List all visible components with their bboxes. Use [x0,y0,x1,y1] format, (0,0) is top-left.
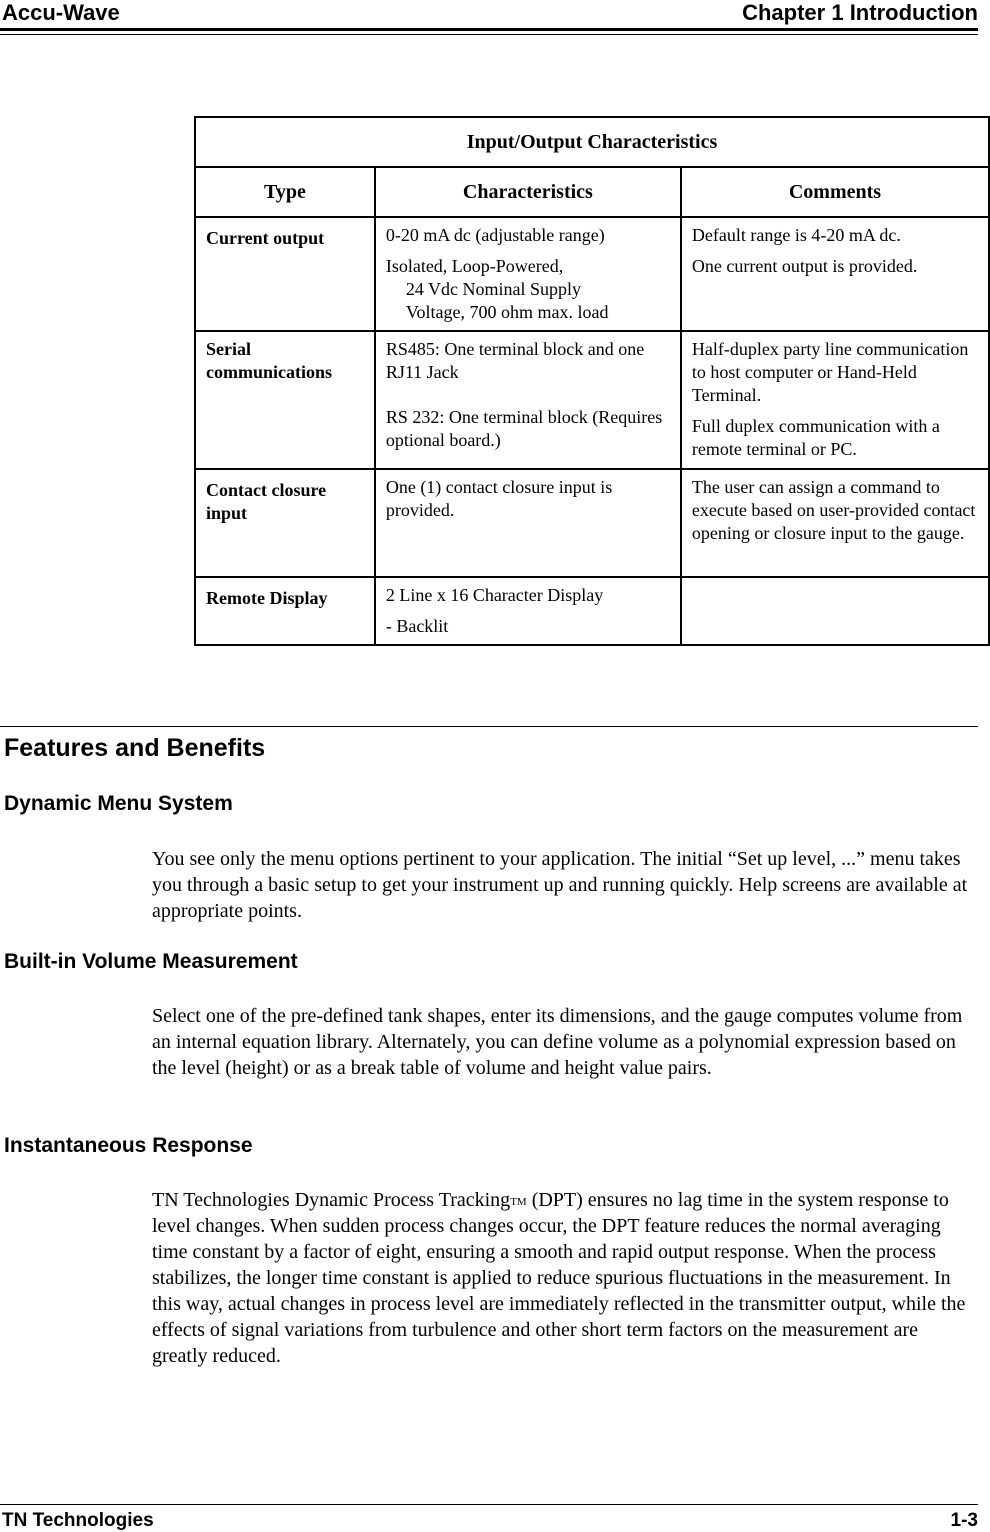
header-chapter: Chapter 1 Introduction [742,0,978,25]
cell-line: Isolated, Loop-Powered, [385,256,564,276]
row-type: Serial communications [195,331,375,469]
table-row [195,577,989,645]
subsection-text [152,1187,972,1369]
subsection-text: You see only the menu options pertinent to your application. The initial “Set up level, ...” menu takes you through a basic setup to get your instrument up and running quickly. Help screens are available at appropriate points. [152,848,968,922]
cell-line: Voltage, 700 ohm max. load [405,302,609,322]
page-number: 1-3 [950,1510,978,1531]
row-type: Remote Display [195,577,375,645]
row-type: Contact closure input [195,469,375,577]
table-row [195,217,989,331]
row-characteristics [375,577,681,645]
cell-line: One (1) contact closure input is provided. [385,477,613,520]
cell-line: 24 Vdc Nominal Supply [405,279,581,299]
footer-company: TN Technologies [2,1510,154,1531]
header-rule-thin [0,34,978,35]
section-rule [0,726,978,727]
row-comments-empty [681,577,989,645]
row-characteristics [375,331,681,469]
cell-line: 0-20 mA dc (adjustable range) [385,225,605,245]
row-type: Current output [195,217,375,331]
subsection-heading: Dynamic Menu System [4,792,233,815]
cell-line: RS 232: One terminal block (Requires optional board.) [385,407,663,450]
row-comments [681,331,989,469]
cell-line: Full duplex communication with a remote terminal or PC. [691,416,940,459]
subsection-heading: Instantaneous Response [4,1134,253,1157]
cell-line: Half-duplex party line communication to host computer or Hand-Held Terminal. [691,339,969,405]
table-title-row [195,117,989,167]
cell-line: Default range is 4-20 mA dc. [691,225,901,245]
cell-line: One current output is provided. [691,256,918,276]
column-header-type: Type [195,167,375,217]
footer-rule [0,1504,978,1505]
subsection-heading: Built-in Volume Measurement [4,950,298,973]
cell-line: The user can assign a command to execute based on user-provided contact opening or closure input to the gauge. [691,477,976,543]
subsection-text: Select one of the pre-defined tank shapes, enter its dimensions, and the gauge computes volume from an internal equation library. Alternately, you can define volume as a polynomial expression based on the level (height) or as a break table of volume and height value pairs. [152,1005,963,1079]
table-title: Input/Output Characteristics [195,117,989,167]
row-characteristics [375,217,681,331]
header-title: Accu-Wave [2,0,120,25]
row-characteristics [375,469,681,577]
section-title: Features and Benefits [4,734,266,762]
io-characteristics-table [194,116,990,646]
table-header-row [195,167,989,217]
header-rule-thick [0,28,978,31]
column-header-characteristics: Characteristics [375,167,681,217]
cell-line: 2 Line x 16 Character Display [385,585,604,605]
table-row [195,469,989,577]
trademark-mark: TM [510,1196,527,1208]
cell-line: - Backlit [385,616,449,636]
row-comments [681,217,989,331]
cell-line: RS485: One terminal block and one RJ11 Jack [385,339,645,382]
column-header-comments: Comments [681,167,989,217]
text-segment: (DPT) ensures no lag time in the system response to level changes. When sudden process changes occur, the DPT feature reduces the normal averaging time constant by a factor of eight, ensuring a smooth and rapid output response. When the process stabilizes, the longer time constant is applied to reduce spurious fluctuations in the measurement. In this way, actual changes in process level are immediately reflected in the transmitter output, while the effects of signal variations from turbulence and other short term factors on the measurement are greatly reduced. [152,1189,966,1367]
page-header [0,0,978,36]
text-segment: TN Technologies Dynamic Process Tracking [152,1189,511,1211]
table-row [195,331,989,469]
row-comments [681,469,989,577]
